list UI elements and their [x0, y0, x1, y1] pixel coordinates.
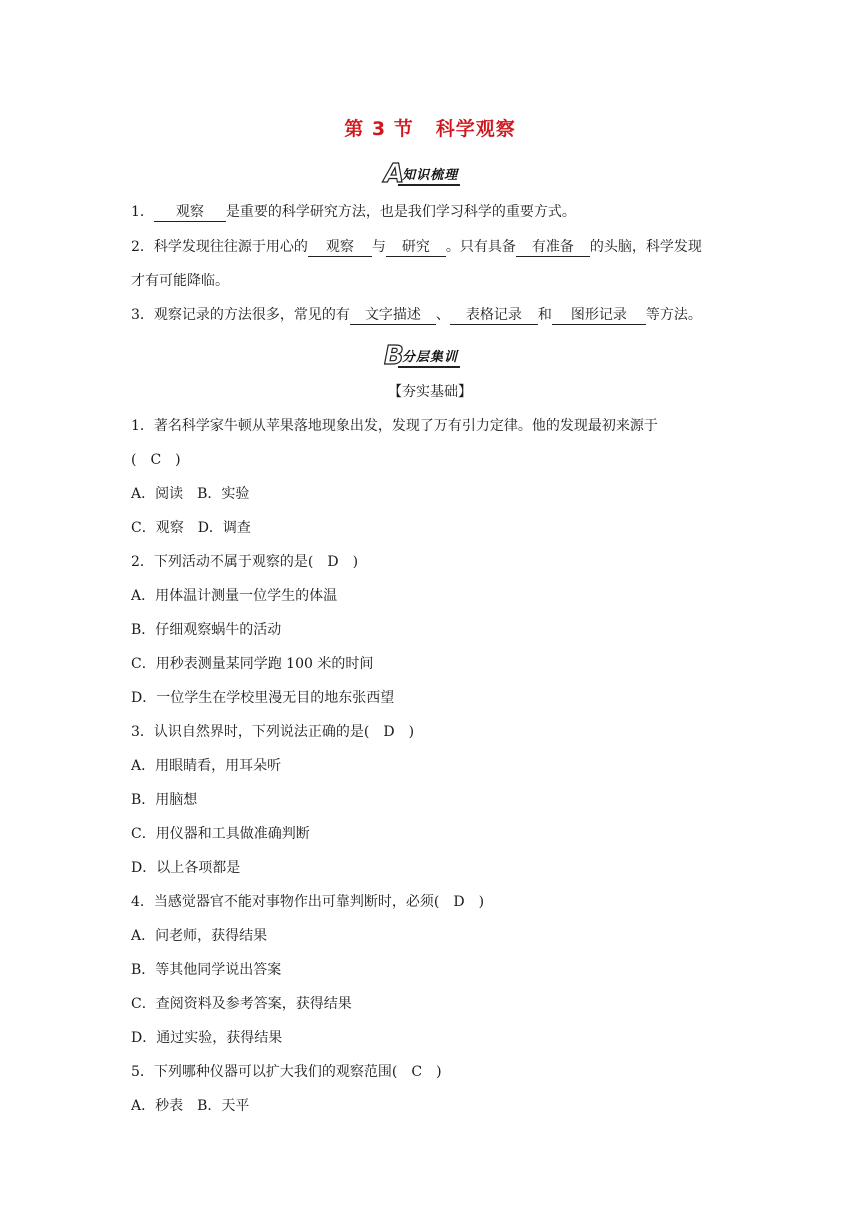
- page-title: [0, 114, 860, 141]
- knowledge-item-2: [131, 237, 702, 257]
- section-a-label: 知识梳理: [398, 164, 460, 186]
- item-text: 、: [435, 307, 450, 323]
- question-3-option-a: A．用眼睛看，用耳朵听: [131, 758, 282, 774]
- item-text: 观察记录的方法很多，常见的有: [153, 307, 350, 323]
- question-5-options-ab: A．秒表 B．天平: [131, 1098, 250, 1114]
- question-2-option-a: A．用体温计测量一位学生的体温: [131, 588, 338, 604]
- answer-blank: 观察: [154, 203, 226, 222]
- question-4-option-d: D．通过实验，获得结果: [131, 1030, 283, 1046]
- question-2-option-b: B．仔细观察蜗牛的活动: [131, 622, 282, 638]
- item-number: 2．: [131, 239, 154, 255]
- item-text: 科学发现往往源于用心的: [153, 239, 308, 255]
- question-1-answer: ( C ): [131, 452, 181, 468]
- item-text: 是重要的科学研究方法，也是我们学习科学的重要方式。: [225, 204, 576, 220]
- question-3-option-b: B．用脑想: [131, 792, 198, 808]
- question-4-option-c: C．查阅资料及参考答案，获得结果: [131, 996, 352, 1012]
- answer-blank: 表格记录: [450, 306, 538, 325]
- question-1-options-cd: C．观察 D．调查: [131, 520, 251, 536]
- section-a-badge: [384, 159, 460, 189]
- answer-blank: 文字描述: [350, 306, 436, 325]
- item-text: 的头脑，科学发现: [589, 239, 702, 255]
- section-b-letter-icon: B: [384, 341, 404, 371]
- item-text: 与: [371, 239, 386, 255]
- section-b-badge: [384, 341, 460, 371]
- section-b-label: 分层集训: [398, 346, 460, 368]
- answer-blank: 图形记录: [552, 306, 646, 325]
- question-1-options-ab: A．阅读 B．实验: [131, 486, 250, 502]
- item-text: 和: [537, 307, 552, 323]
- question-2-option-d: D．一位学生在学校里漫无目的地东张西望: [131, 690, 395, 706]
- title-prefix: 第 3 节: [344, 118, 414, 140]
- knowledge-item-2-continued: 才有可能降临。: [131, 273, 229, 289]
- answer-blank: 观察: [308, 238, 372, 257]
- knowledge-item-3: [131, 305, 702, 325]
- question-3-option-c: C．用仪器和工具做准确判断: [131, 826, 310, 842]
- question-2: 2．下列活动不属于观察的是( D ): [131, 554, 359, 570]
- question-3-option-d: D．以上各项都是: [131, 860, 241, 876]
- question-4: 4．当感觉器官不能对事物作出可靠判断时，必须( D ): [131, 894, 485, 910]
- question-4-option-a: A．问老师，获得结果: [131, 928, 268, 944]
- question-1: 1．著名科学家牛顿从苹果落地现象出发，发现了万有引力定律。他的发现最初来源于: [131, 418, 658, 434]
- answer-blank: 有准备: [516, 238, 590, 257]
- subsection-heading: 【夯实基础】: [388, 384, 472, 400]
- section-a-letter-icon: A: [384, 159, 405, 189]
- question-5: 5．下列哪种仪器可以扩大我们的观察范围( C ): [131, 1064, 442, 1080]
- question-4-option-b: B．等其他同学说出答案: [131, 962, 282, 978]
- item-text: 等方法。: [645, 307, 702, 323]
- knowledge-item-1: [131, 202, 576, 222]
- item-text: 。只有具备: [445, 239, 516, 255]
- item-number: 1．: [131, 204, 154, 220]
- question-3: 3．认识自然界时，下列说法正确的是( D ): [131, 724, 415, 740]
- item-number: 3．: [131, 307, 154, 323]
- title-name: 科学观察: [435, 118, 516, 140]
- question-2-option-c: C．用秒表测量某同学跑 100 米的时间: [131, 656, 374, 672]
- answer-blank: 研究: [386, 238, 446, 257]
